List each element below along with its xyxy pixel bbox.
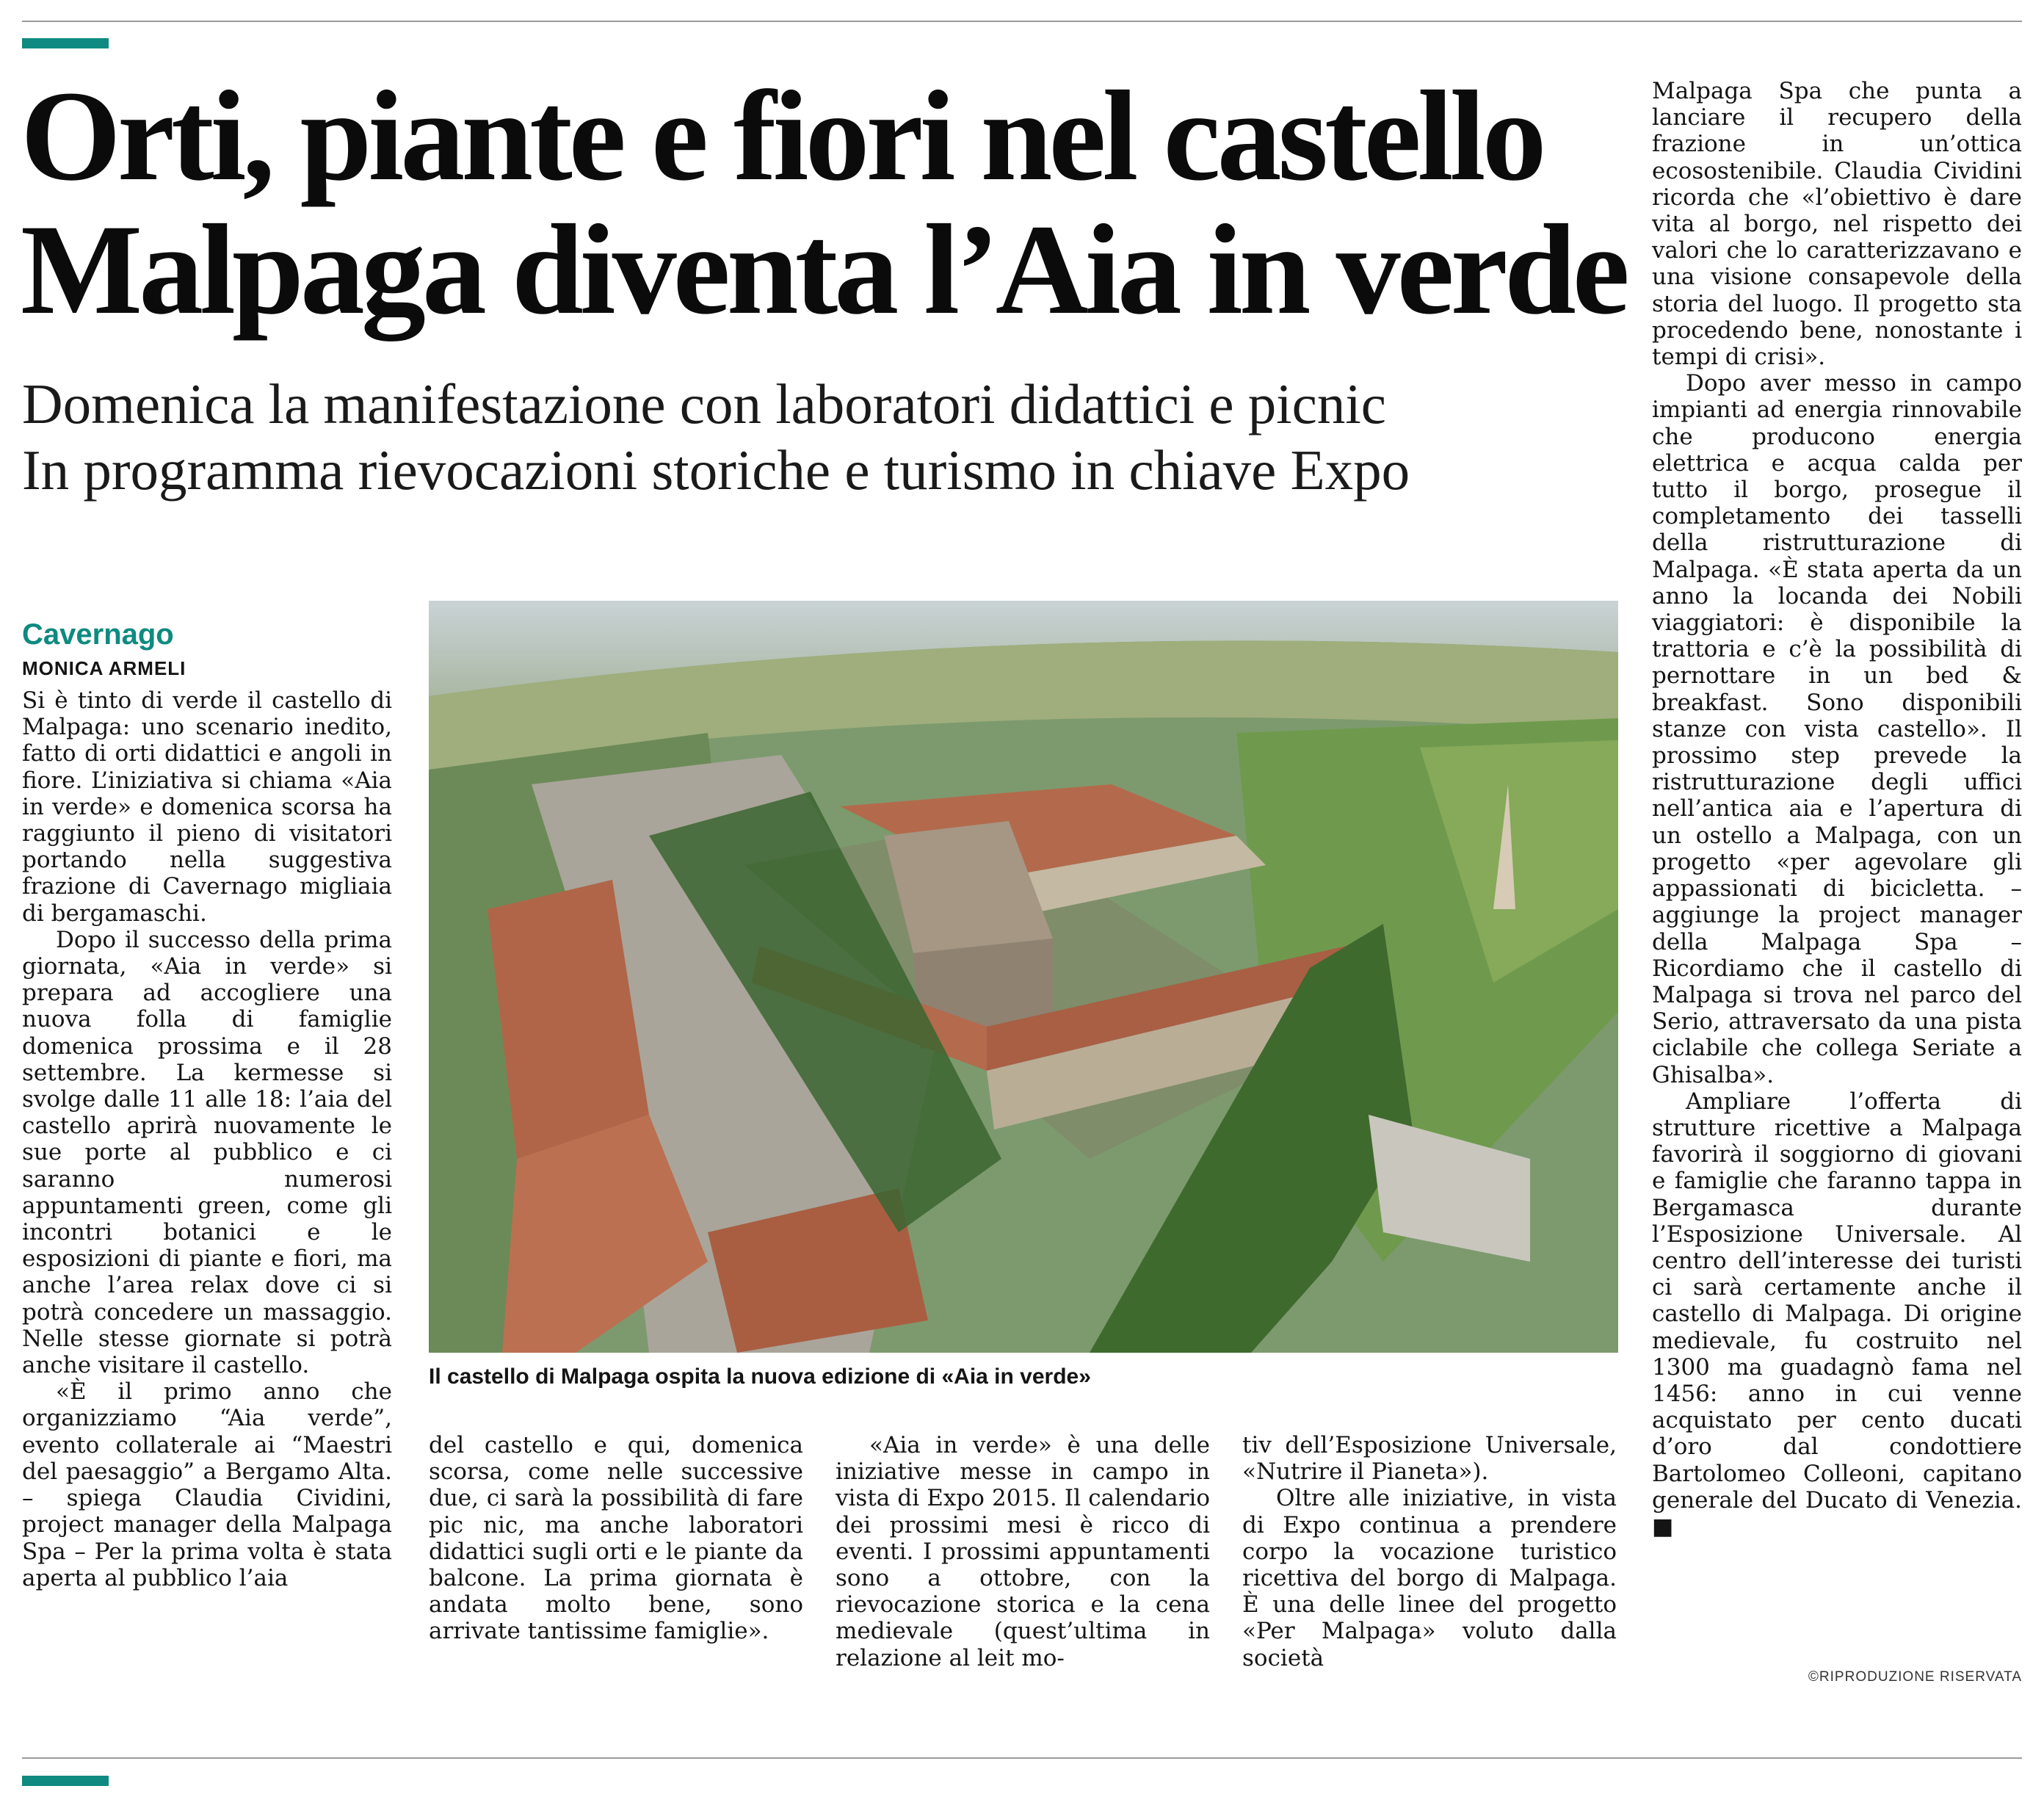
subheadline-line-1: Domenica la manifestazione con laboratori didattici e picnic <box>22 372 1386 435</box>
paragraph: «Aia in verde» è una delle iniziative messe in campo in vista di Expo 2015. Il calendario dei prossimi mesi è ricco di eventi. I prossimi appuntamenti sono a ottobre, con la rievocazione storica e la cena medievale (quest’ultima in relazione al leit mo- <box>836 1432 1210 1671</box>
photo-caption: Il castello di Malpaga ospita la nuova edizione di «Aia in verde» <box>429 1364 1091 1389</box>
column-2 <box>429 1432 803 1645</box>
copyright-notice: ©RIPRODUZIONE RISERVATA <box>1808 1669 2022 1685</box>
author-byline: MONICA ARMELI <box>22 657 186 679</box>
column-1 <box>22 687 392 1591</box>
paragraph: Malpaga Spa che punta a lanciare il recupero della frazione in un’ottica ecosostenibile. Claudia Cividini ricorda che «l’obiettivo è dare vita al borgo, nel rispetto dei valori che lo caratterizzavano e una visione consapevole della storia del luogo. Il progetto sta procedendo bene, nonostante i tempi di crisi». <box>1652 78 2022 371</box>
castle-illustration <box>429 601 1618 1353</box>
section-accent-bar <box>22 38 109 48</box>
paragraph: Dopo aver messo in campo impianti ad energia rinnovabile che producono energia elettrica e acqua calda per tutto il borgo, prosegue il completamento dei tasselli della ristrutturazione di Malpaga. «È stata aperta da un anno la locanda dei Nobili viaggiatori: è disponibile la trattoria e c’è la possibilità di pernottare in un bed & breakfast. Sono disponibili stanze con vista castello». Il prossimo step prevede la ristrutturazione degli uffici nell’antica aia e l’apertura di un ostello a Malpaga, con un progetto «per agevolare gli appassionati di bicicletta. – aggiunge la project manager della Malpaga Spa – Ricordiamo che il castello di Malpaga si trova nel parco del Serio, attraversato da una pista ciclabile che collega Seriate a Ghisalba». <box>1652 370 2022 1088</box>
headline-line-1: Orti, piante e fiori nel castello <box>21 65 1543 208</box>
top-rule <box>22 21 2022 22</box>
paragraph: del castello e qui, domenica scorsa, come nelle successive due, ci sarà la possibilità di fare pic nic, ma anche laboratori didattici sugli orti e le piante da balcone. La prima giornata è andata molto bene, sono arrivate tantissime famiglie». <box>429 1432 803 1645</box>
footer-accent-bar <box>22 1776 109 1786</box>
subheadline <box>22 371 1637 503</box>
castle-aerial-photo <box>429 601 1618 1353</box>
paragraph: Dopo il successo della prima giornata, «Aia in verde» si prepara ad accogliere una nuova folla di famiglie domenica prossima e il 28 settembre. La kermesse si svolge dalle 11 alle 18: l’aia del castello aprirà nuovamente le sue porte al pubblico e ci saranno numerosi appuntamenti green, come gli incontri botanici e le esposizioni di piante e fiori, ma anche l’area relax dove ci si potrà concedere un massaggio. Nelle stesse giornate si potrà anche visitare il castello. <box>22 926 392 1379</box>
subheadline-line-2: In programma rievocazioni storiche e turismo in chiave Expo <box>22 438 1410 502</box>
paragraph: Si è tinto di verde il castello di Malpaga: uno scenario inedito, fatto di orti didattici e angoli in fiore. L’iniziativa si chiama «Aia in verde» e domenica scorsa ha raggiunto il pieno di visitatori portando nella suggestiva frazione di Cavernago migliaia di bergamaschi. <box>22 687 392 927</box>
location-kicker: Cavernago <box>22 618 174 651</box>
column-4 <box>1242 1432 1617 1671</box>
column-5 <box>1652 78 2022 1540</box>
paragraph: tiv dell’Esposizione Universale, «Nutrire il Pianeta»). <box>1242 1432 1617 1486</box>
paragraph: «È il primo anno che organizziamo “Aia verde”, evento collaterale ai “Maestri del paesaggio” a Bergamo Alta. – spiega Claudia Cividini, project manager della Malpaga Spa – Per la prima volta è stata aperta al pubblico l’aia <box>22 1378 392 1591</box>
paragraph: Ampliare l’offerta di strutture ricettive a Malpaga favorirà il soggiorno di giovani e famiglie che faranno tappa in Bergamasca durante l’Esposizione Universale. Al centro dell’interesse dei turisti ci sarà certamente anche il castello di Malpaga. Di origine medievale, fu costruito nel 1300 ma guadagnò fama nel 1456: anno in cui venne acquistato per cento ducati d’oro dal condottiere Bartolomeo Colleoni, capitano generale del Ducato di Venezia. ■ <box>1652 1088 2022 1540</box>
headline <box>21 65 1636 341</box>
column-3 <box>836 1432 1210 1671</box>
paragraph: Oltre alle iniziative, in vista di Expo continua a prendere corpo la vocazione turistico ricettiva del borgo di Malpaga. È una delle linee del progetto «Per Malpaga» voluto dalla società <box>1242 1485 1617 1671</box>
bottom-rule <box>22 1757 2022 1759</box>
headline-line-2: Malpaga diventa l’Aia in verde <box>21 198 1626 341</box>
